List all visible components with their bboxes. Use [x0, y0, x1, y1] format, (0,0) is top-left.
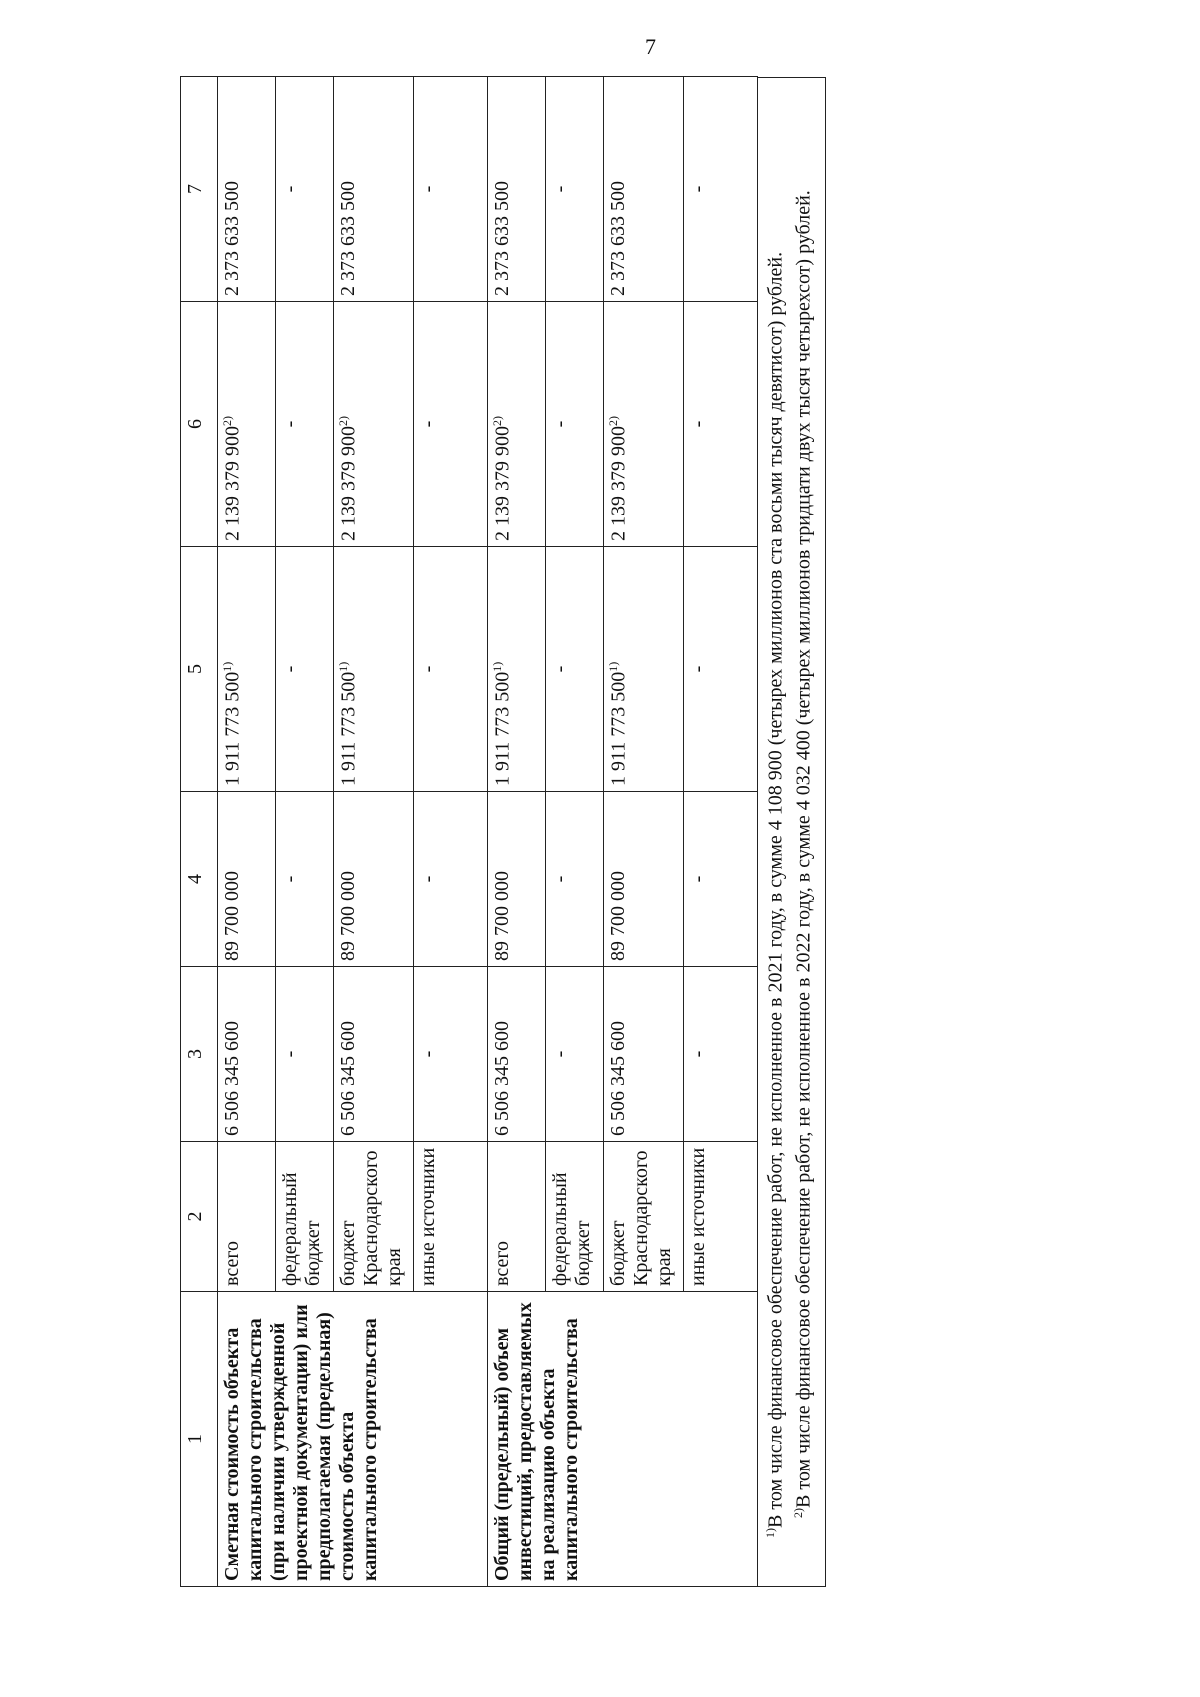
- amount-value: 2 139 379 900: [491, 426, 514, 541]
- column-header: 2: [181, 1142, 218, 1292]
- amount-cell: [546, 302, 604, 547]
- footnotes: [758, 77, 826, 1587]
- amount-value: 2 373 633 500: [337, 181, 359, 296]
- column-header: 3: [181, 967, 218, 1142]
- amount-cell: [604, 77, 684, 302]
- amount-value: -: [687, 185, 709, 193]
- footnote-mark: 1): [763, 1528, 777, 1538]
- amount-cell: [276, 547, 334, 792]
- amount-cell: [546, 792, 604, 967]
- amount-cell: [414, 302, 488, 547]
- footnote-reference: 1): [220, 661, 234, 672]
- amount-value: -: [279, 665, 301, 673]
- rotated-landscape-content: [180, 77, 960, 1587]
- footnote-reference: 1): [336, 661, 350, 672]
- amount-value: -: [417, 1050, 439, 1058]
- amount-cell: [604, 967, 684, 1142]
- amount-value: -: [549, 185, 571, 193]
- footnote: [762, 84, 790, 1578]
- amount-cell: [276, 77, 334, 302]
- amount-value: 1 911 773 500: [607, 671, 630, 786]
- amount-value: 89 700 000: [491, 871, 513, 961]
- amount-cell: [684, 302, 758, 547]
- amount-value: -: [687, 1050, 709, 1058]
- column-header: 5: [181, 547, 218, 792]
- footnote-text: В том числе финансовое обеспечение работ, не исполненное в 2021 году, в сумме 4 108 900 (четырех миллионов ста восьми тысяч девятисот) рублей.: [764, 251, 787, 1528]
- table-row: [218, 77, 276, 1587]
- amount-value: 89 700 000: [221, 871, 243, 961]
- amount-value: -: [417, 185, 439, 193]
- amount-cell: [488, 77, 546, 302]
- funding-source-cell: всего: [488, 1142, 546, 1292]
- amount-cell: [488, 547, 546, 792]
- amount-cell: [488, 967, 546, 1142]
- amount-value: 6 506 345 600: [607, 1021, 629, 1136]
- amount-value: -: [279, 420, 301, 428]
- amount-value: -: [549, 665, 571, 673]
- funding-source-cell: федеральный бюджет: [546, 1142, 604, 1292]
- footnote-text: В том числе финансовое обеспечение работ, не исполненное в 2022 году, в сумме 4 032 400 (четырех миллионов тридцати двух тысяч четырехсот) рублей.: [792, 190, 815, 1508]
- amount-value: 89 700 000: [337, 871, 359, 961]
- amount-value: -: [549, 1050, 571, 1058]
- amount-value: -: [549, 875, 571, 883]
- amount-cell: [218, 77, 276, 302]
- page-number: 7: [645, 34, 656, 59]
- funding-source-cell: федеральный бюджет: [276, 1142, 334, 1292]
- funding-source-cell: бюджет Краснодарского края: [604, 1142, 684, 1292]
- amount-cell: [488, 792, 546, 967]
- column-header: 7: [181, 77, 218, 302]
- amount-cell: [218, 302, 276, 547]
- amount-cell: [684, 547, 758, 792]
- footnote-reference: 2): [336, 416, 350, 426]
- amount-value: 2 139 379 900: [607, 426, 630, 541]
- amount-cell: [684, 77, 758, 302]
- amount-cell: [604, 792, 684, 967]
- amount-cell: [276, 967, 334, 1142]
- amount-value: -: [687, 420, 709, 428]
- amount-cell: [414, 967, 488, 1142]
- column-header: 6: [181, 302, 218, 547]
- amount-value: -: [279, 185, 301, 193]
- amount-value: 2 139 379 900: [221, 426, 244, 541]
- amount-value: -: [687, 875, 709, 883]
- column-header: 4: [181, 792, 218, 967]
- amount-cell: [546, 967, 604, 1142]
- amount-value: 2 139 379 900: [337, 426, 360, 541]
- amount-value: 89 700 000: [607, 871, 629, 961]
- amount-cell: [414, 792, 488, 967]
- footnote-mark: 2): [790, 1508, 805, 1518]
- amount-cell: [334, 792, 414, 967]
- indicator-name-cell: Общий (предельный) объем инвестиций, предоставляемых на реализацию объекта капитального строительства: [488, 1292, 758, 1587]
- header-row: [181, 77, 218, 1587]
- amount-cell: [276, 302, 334, 547]
- amount-value: -: [417, 665, 439, 673]
- amount-value: 6 506 345 600: [491, 1021, 513, 1136]
- amount-value: -: [687, 665, 709, 673]
- amount-cell: [218, 792, 276, 967]
- footnote-reference: 2): [490, 416, 504, 426]
- amount-cell: [218, 967, 276, 1142]
- amount-value: -: [549, 420, 571, 428]
- amount-cell: [604, 547, 684, 792]
- footnote: [790, 84, 818, 1578]
- footnote-reference: 2): [220, 416, 234, 426]
- amount-value: -: [417, 420, 439, 428]
- amount-cell: [334, 967, 414, 1142]
- amount-value: -: [417, 875, 439, 883]
- amount-cell: [276, 792, 334, 967]
- amount-value: -: [279, 1050, 301, 1058]
- amount-cell: [414, 547, 488, 792]
- amount-cell: [334, 77, 414, 302]
- amount-cell: [488, 302, 546, 547]
- table-row: [488, 77, 546, 1587]
- amount-cell: [684, 967, 758, 1142]
- amount-value: 6 506 345 600: [337, 1021, 359, 1136]
- amount-cell: [414, 77, 488, 302]
- funding-source-cell: всего: [218, 1142, 276, 1292]
- amount-value: -: [279, 875, 301, 883]
- footnote-reference: 2): [606, 416, 620, 426]
- investment-table: [180, 76, 758, 1587]
- amount-cell: [546, 77, 604, 302]
- amount-cell: [218, 547, 276, 792]
- funding-source-cell: бюджет Краснодарского края: [334, 1142, 414, 1292]
- amount-value: 2 373 633 500: [491, 181, 513, 296]
- amount-value: 1 911 773 500: [337, 671, 360, 786]
- amount-value: 6 506 345 600: [221, 1021, 243, 1136]
- amount-value: 2 373 633 500: [221, 181, 243, 296]
- amount-cell: [334, 302, 414, 547]
- footnote-reference: 1): [606, 661, 620, 672]
- footnote-reference: 1): [490, 661, 504, 672]
- funding-source-cell: иные источники: [684, 1142, 758, 1292]
- amount-cell: [604, 302, 684, 547]
- amount-cell: [684, 792, 758, 967]
- amount-cell: [546, 547, 604, 792]
- column-header: 1: [181, 1292, 218, 1587]
- amount-cell: [334, 547, 414, 792]
- indicator-name-cell: Сметная стоимость объекта капитального строительства (при наличии утвержденной проектной документации) или предполагаемая (предельная) стоимость объекта капитального строительства: [218, 1292, 488, 1587]
- amount-value: 2 373 633 500: [607, 181, 629, 296]
- amount-value: 1 911 773 500: [221, 671, 244, 786]
- amount-value: 1 911 773 500: [491, 671, 514, 786]
- funding-source-cell: иные источники: [414, 1142, 488, 1292]
